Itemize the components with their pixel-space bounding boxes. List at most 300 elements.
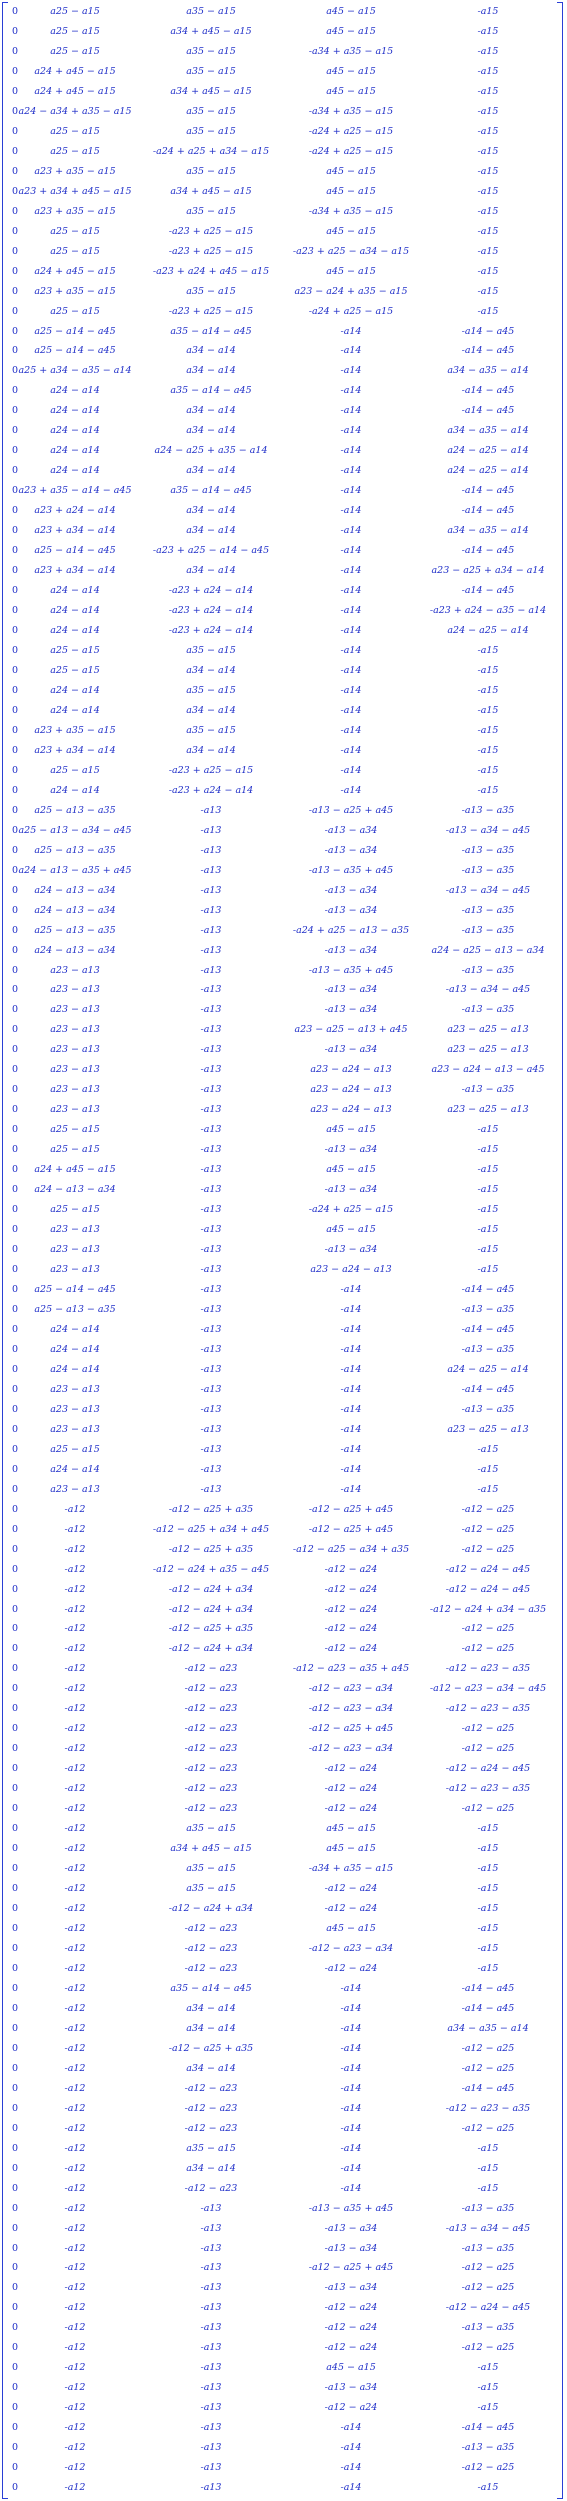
matrix-cell: a23 − a13 — [50, 1403, 100, 1415]
matrix-cell: -a12 − a23 — [184, 1743, 238, 1755]
matrix-cell: a24 − a14 — [50, 405, 100, 417]
matrix-cell: -a13 — [200, 1224, 222, 1236]
matrix-cell: a45 − a15 — [326, 25, 376, 37]
matrix-cell: -a13 − a34 — [324, 2382, 378, 2394]
matrix-row — [0, 1779, 567, 1799]
matrix-cell: a45 − a15 — [326, 1224, 376, 1236]
matrix-cell: -a12 — [64, 2042, 86, 2054]
matrix-cell: a45 − a15 — [326, 185, 376, 197]
matrix-cell: a23 − a24 − a13 — [310, 1264, 392, 1276]
matrix-cell: 0 — [12, 1603, 19, 1615]
matrix-cell: 0 — [12, 225, 19, 237]
matrix-cell: -a14 — [340, 2042, 362, 2054]
matrix-cell: -a14 — [340, 2122, 362, 2134]
matrix-cell: 0 — [12, 465, 19, 477]
matrix-cell: 0 — [12, 1343, 19, 1355]
matrix-cell: -a13 — [200, 1124, 222, 1136]
matrix-cell: a25 − a13 − a34 − a45 — [18, 824, 132, 836]
matrix-cell: a34 − a14 — [186, 405, 236, 417]
matrix-cell: a45 − a15 — [326, 65, 376, 77]
matrix-cell: 0 — [12, 744, 19, 756]
matrix-row — [0, 1220, 567, 1240]
matrix-cell: -a13 — [200, 1323, 222, 1335]
matrix-row — [0, 941, 567, 961]
matrix-cell: 0 — [12, 984, 19, 996]
matrix-cell: a24 − a14 — [50, 625, 100, 637]
matrix-cell: -a12 − a25 + a35 — [168, 1623, 254, 1635]
matrix-cell: 0 — [12, 864, 19, 876]
matrix-cell: -a13 − a34 — [324, 844, 378, 856]
matrix-cell: -a15 — [477, 225, 499, 237]
matrix-row — [0, 1020, 567, 1040]
matrix-cell: -a12 − a24 + a34 — [168, 1583, 254, 1595]
matrix-cell: a23 − a13 — [50, 1064, 100, 1076]
matrix-cell: -a24 + a25 − a13 − a35 — [292, 924, 410, 936]
matrix-cell: 0 — [12, 1184, 19, 1196]
matrix-row — [0, 1420, 567, 1440]
matrix-cell: a45 − a15 — [326, 85, 376, 97]
matrix-cell: a23 + a34 − a14 — [34, 525, 116, 537]
matrix-row — [0, 1999, 567, 2019]
matrix-cell: -a14 − a45 — [461, 385, 515, 397]
matrix-cell: -a12 — [64, 1523, 86, 1535]
matrix-cell: 0 — [12, 2462, 19, 2474]
matrix-cell: -a12 − a25 — [461, 2062, 515, 2074]
matrix-cell: a23 − a25 − a13 + a45 — [294, 1024, 408, 1036]
matrix-cell: -a13 − a34 − a45 — [445, 824, 531, 836]
matrix-cell: a25 − a15 — [50, 225, 100, 237]
matrix-row — [0, 741, 567, 761]
matrix-row — [0, 841, 567, 861]
matrix-cell: -a12 − a24 — [324, 2402, 378, 2414]
matrix-cell: -a12 — [64, 2362, 86, 2374]
matrix-row — [0, 501, 567, 521]
matrix-row — [0, 222, 567, 242]
matrix-cell: 0 — [12, 85, 19, 97]
matrix-cell: -a14 — [340, 1483, 362, 1495]
matrix-cell: -a14 — [340, 405, 362, 417]
matrix-cell: a25 − a15 — [50, 245, 100, 257]
matrix-cell: a34 + a45 − a15 — [170, 85, 252, 97]
matrix-cell: -a12 — [64, 1603, 86, 1615]
matrix-cell: -a14 − a45 — [461, 2422, 515, 2434]
matrix-cell: a23 − a13 — [50, 1084, 100, 1096]
matrix-row — [0, 1480, 567, 1500]
matrix-cell: -a12 − a23 − a35 + a45 — [292, 1663, 410, 1675]
matrix-row — [0, 1839, 567, 1859]
matrix-cell: -a14 − a45 — [461, 505, 515, 517]
matrix-cell: -a12 − a24 — [324, 1883, 378, 1895]
matrix-cell: 0 — [12, 345, 19, 357]
matrix-cell: -a34 + a35 − a15 — [308, 105, 394, 117]
matrix-cell: -a15 — [477, 1264, 499, 1276]
matrix-cell: 0 — [12, 1583, 19, 1595]
matrix-cell: -a12 − a24 — [324, 2302, 378, 2314]
matrix-cell: -a12 — [64, 1863, 86, 1875]
matrix-row — [0, 2099, 567, 2119]
matrix-cell: -a15 — [477, 664, 499, 676]
matrix-row — [0, 1979, 567, 1999]
matrix-cell: 0 — [12, 265, 19, 277]
matrix-cell: 0 — [12, 1284, 19, 1295]
matrix-cell: -a12 — [64, 1663, 86, 1675]
matrix-cell: -a15 — [477, 2362, 499, 2374]
matrix-cell: a24 − a13 − a34 — [34, 944, 116, 956]
matrix-cell: a23 + a24 − a14 — [34, 505, 116, 517]
matrix-cell: -a12 − a24 − a45 — [445, 2302, 531, 2314]
matrix-cell: -a14 — [340, 565, 362, 577]
matrix-cell: -a12 − a23 − a34 − a45 — [429, 1683, 547, 1695]
matrix-row — [0, 1320, 567, 1340]
matrix-cell: -a13 — [200, 1483, 222, 1495]
matrix-cell: -a23 + a24 − a14 — [168, 605, 254, 617]
matrix-row — [0, 1100, 567, 1120]
matrix-cell: -a14 — [340, 724, 362, 736]
matrix-cell: a23 − a25 − a13 — [447, 1024, 529, 1036]
matrix-cell: a23 − a24 − a13 — [310, 1104, 392, 1116]
matrix-cell: 0 — [12, 2042, 19, 2054]
matrix-cell: -a12 — [64, 1783, 86, 1795]
matrix-cell: a24 − a25 − a13 − a34 — [431, 944, 545, 956]
matrix-cell: -a23 + a25 − a34 − a15 — [292, 245, 410, 257]
matrix-cell: a25 − a13 − a35 — [34, 1303, 116, 1315]
matrix-cell: -a12 — [64, 2262, 86, 2274]
matrix-cell: 0 — [12, 2242, 19, 2254]
matrix-cell: 0 — [12, 1503, 19, 1515]
matrix-row — [0, 1719, 567, 1739]
matrix-cell: 0 — [12, 1783, 19, 1795]
matrix-cell: -a14 — [340, 2002, 362, 2014]
matrix-cell: 0 — [12, 2082, 19, 2094]
matrix-cell: -a15 — [477, 305, 499, 317]
matrix-cell: a24 − a13 − a34 — [34, 904, 116, 916]
matrix-row — [0, 921, 567, 941]
matrix-cell: a35 − a14 − a45 — [170, 485, 252, 497]
matrix-row — [0, 1739, 567, 1759]
matrix-row — [0, 22, 567, 42]
matrix-cell: a24 + a45 − a15 — [34, 65, 116, 77]
matrix-row — [0, 1919, 567, 1939]
matrix-cell: 0 — [12, 205, 19, 217]
matrix-cell: 0 — [12, 2022, 19, 2034]
matrix-cell: -a13 — [200, 944, 222, 956]
matrix-cell: 0 — [12, 1124, 19, 1136]
matrix-row — [0, 1380, 567, 1400]
matrix-cell: -a14 — [340, 445, 362, 457]
matrix-cell: -a14 — [340, 684, 362, 696]
matrix-row — [0, 980, 567, 1000]
matrix-cell: 0 — [12, 924, 19, 936]
matrix-row — [0, 2258, 567, 2278]
matrix-cell: -a12 − a23 — [184, 1783, 238, 1795]
matrix-row — [0, 1140, 567, 1160]
matrix-row — [0, 1160, 567, 1180]
matrix-cell: -a12 − a24 — [324, 1962, 378, 1974]
matrix-cell: -a15 — [477, 2482, 499, 2494]
matrix-cell: -a14 — [340, 2442, 362, 2454]
matrix-row — [0, 2019, 567, 2039]
matrix-cell: -a13 − a35 + a45 — [308, 864, 394, 876]
matrix-cell: -a14 — [340, 465, 362, 477]
matrix-cell: a25 − a15 — [50, 1204, 100, 1216]
matrix-cell: 0 — [12, 105, 19, 117]
matrix-row — [0, 2, 567, 22]
matrix-cell: -a14 − a45 — [461, 2002, 515, 2014]
matrix-cell: a23 + a34 + a45 − a15 — [18, 185, 132, 197]
matrix-cell: 0 — [12, 2302, 19, 2314]
matrix-cell: -a13 − a35 — [461, 904, 515, 916]
matrix-cell: a23 + a35 − a15 — [34, 205, 116, 217]
matrix-cell: -a15 — [477, 1923, 499, 1934]
matrix-cell: -a13 — [200, 2382, 222, 2394]
matrix-cell: -a12 — [64, 1883, 86, 1895]
matrix-cell: a23 − a24 + a35 − a15 — [294, 285, 408, 297]
matrix-cell: -a13 − a35 — [461, 2202, 515, 2214]
matrix-cell: -a14 — [340, 425, 362, 437]
matrix-cell: -a12 — [64, 2322, 86, 2334]
matrix-cell: 0 — [12, 1883, 19, 1895]
matrix-cell: 0 — [12, 2362, 19, 2374]
matrix-cell: -a23 + a24 − a14 — [168, 784, 254, 796]
matrix-cell: 0 — [12, 844, 19, 856]
matrix-cell: a35 − a14 − a45 — [170, 385, 252, 397]
matrix-cell: a25 − a15 — [50, 25, 100, 37]
matrix-cell: -a15 — [477, 1164, 499, 1176]
matrix-row — [0, 1440, 567, 1460]
matrix-cell: -a14 — [340, 1323, 362, 1335]
matrix-cell: -a14 — [340, 744, 362, 756]
matrix-cell: -a12 — [64, 1923, 86, 1934]
matrix-cell: -a13 − a34 — [324, 824, 378, 836]
matrix-cell: -a12 — [64, 2302, 86, 2314]
matrix-cell: 0 — [12, 1523, 19, 1535]
matrix-row — [0, 1679, 567, 1699]
matrix-cell: -a12 − a25 + a45 — [308, 1503, 394, 1515]
matrix-cell: -a12 − a24 — [324, 1783, 378, 1795]
matrix-cell: -a14 — [340, 525, 362, 537]
matrix-cell: -a12 — [64, 2462, 86, 2474]
matrix-cell: a23 − a24 − a13 − a45 — [431, 1064, 545, 1076]
matrix-cell: -a15 — [477, 2382, 499, 2394]
matrix-cell: 0 — [12, 1623, 19, 1635]
matrix-row — [0, 1240, 567, 1260]
matrix-cell: -a14 — [340, 704, 362, 716]
matrix-cell: 0 — [12, 2062, 19, 2074]
matrix-cell: -a13 − a35 + a45 — [308, 964, 394, 976]
matrix-cell: a35 − a15 — [186, 205, 236, 217]
matrix-row — [0, 681, 567, 701]
matrix-cell: -a14 — [340, 1383, 362, 1395]
matrix-row — [0, 461, 567, 481]
matrix-cell: -a15 — [477, 744, 499, 756]
matrix-cell: -a14 − a45 — [461, 325, 515, 337]
matrix-cell: -a24 + a25 − a15 — [308, 145, 394, 157]
matrix-cell: a23 + a35 − a14 − a45 — [18, 485, 132, 497]
matrix-cell: -a14 − a45 — [461, 1284, 515, 1295]
matrix-cell: a25 − a14 − a45 — [34, 1284, 116, 1295]
matrix-cell: -a12 — [64, 2002, 86, 2014]
matrix-cell: -a15 — [477, 684, 499, 696]
matrix-cell: a25 − a15 — [50, 305, 100, 317]
matrix-cell: -a13 — [200, 1383, 222, 1395]
matrix-cell: -a13 — [200, 2442, 222, 2454]
matrix-cell: -a12 — [64, 1982, 86, 1994]
matrix-cell: -a12 — [64, 1823, 86, 1835]
matrix-cell: 0 — [12, 1483, 19, 1495]
matrix-cell: -a15 — [477, 165, 499, 177]
matrix-cell: a24 − a14 — [50, 784, 100, 796]
matrix-cell: -a14 — [340, 485, 362, 497]
matrix-cell: -a15 — [477, 784, 499, 796]
matrix-cell: a45 − a15 — [326, 265, 376, 277]
matrix-cell: -a12 — [64, 1903, 86, 1915]
matrix-cell: -a12 — [64, 2062, 86, 2074]
matrix-row — [0, 1460, 567, 1480]
matrix-row — [0, 1360, 567, 1380]
matrix-cell: 0 — [12, 505, 19, 517]
matrix-cell: -a12 − a23 — [184, 1942, 238, 1954]
matrix-row — [0, 1340, 567, 1360]
matrix-cell: a34 − a14 — [186, 2162, 236, 2174]
matrix-cell: -a14 − a45 — [461, 1982, 515, 1994]
matrix-cell: -a14 — [340, 764, 362, 776]
matrix-cell: -a13 — [200, 1443, 222, 1455]
matrix-cell: 0 — [12, 1982, 19, 1994]
matrix-cell: -a12 − a23 — [184, 1683, 238, 1695]
matrix-row — [0, 1939, 567, 1959]
matrix-row — [0, 1280, 567, 1300]
matrix-cell: -a12 − a25 — [461, 1623, 515, 1635]
matrix-cell: a24 − a13 − a34 — [34, 884, 116, 896]
matrix-cell: 0 — [12, 45, 19, 57]
matrix-cell: a34 + a45 − a15 — [170, 25, 252, 37]
matrix-cell: 0 — [12, 1863, 19, 1875]
matrix-cell: 0 — [12, 1903, 19, 1915]
matrix-row — [0, 1400, 567, 1420]
matrix-row — [0, 2199, 567, 2219]
matrix-cell: -a13 — [200, 1204, 222, 1216]
matrix-cell: a24 − a25 − a14 — [447, 1363, 529, 1375]
matrix-row — [0, 1040, 567, 1060]
matrix-row — [0, 641, 567, 661]
matrix-cell: a23 − a13 — [50, 964, 100, 976]
matrix-cell: 0 — [12, 1264, 19, 1276]
matrix-cell: a34 − a14 — [186, 704, 236, 716]
matrix-cell: -a23 + a25 − a15 — [168, 245, 254, 257]
matrix-row — [0, 1639, 567, 1659]
matrix-cell: 0 — [12, 2142, 19, 2154]
matrix-cell: -a13 — [200, 2262, 222, 2274]
matrix-row — [0, 621, 567, 641]
matrix-cell: a25 + a34 − a35 − a14 — [18, 365, 132, 377]
matrix-cell: -a14 — [340, 2182, 362, 2194]
matrix-cell: -a13 — [200, 2202, 222, 2214]
matrix-cell: -a12 — [64, 1503, 86, 1515]
matrix-cell: -a13 — [200, 1044, 222, 1056]
matrix-cell: -a24 + a25 + a34 − a15 — [152, 145, 270, 157]
matrix-row — [0, 1799, 567, 1819]
matrix-cell: 0 — [12, 704, 19, 716]
matrix-cell: a35 − a15 — [186, 165, 236, 177]
matrix-cell: -a14 — [340, 1284, 362, 1295]
matrix-row — [0, 1260, 567, 1280]
matrix-cell: 0 — [12, 1403, 19, 1415]
matrix-cell: 0 — [12, 305, 19, 317]
matrix-row — [0, 2298, 567, 2318]
matrix-cell: -a12 − a23 — [184, 2182, 238, 2194]
matrix-cell: -a15 — [477, 1244, 499, 1256]
matrix-cell: -a13 − a34 — [324, 1044, 378, 1056]
matrix-row — [0, 1879, 567, 1899]
matrix-cell: -a15 — [477, 265, 499, 277]
matrix-cell: 0 — [12, 1084, 19, 1096]
matrix-cell: -a13 — [200, 1284, 222, 1295]
matrix-cell: a24 − a25 − a14 — [447, 465, 529, 477]
matrix-cell: 0 — [12, 1164, 19, 1176]
matrix-cell: 0 — [12, 1663, 19, 1675]
matrix-cell: -a12 − a24 — [324, 1803, 378, 1815]
matrix-cell: -a12 — [64, 1643, 86, 1655]
matrix-cell: 0 — [12, 6, 19, 17]
matrix-cell: -a13 — [200, 1084, 222, 1096]
matrix-cell: -a12 − a24 − a45 — [445, 1563, 531, 1575]
matrix-row — [0, 2219, 567, 2239]
matrix-cell: -a15 — [477, 1863, 499, 1875]
matrix-cell: -a13 — [200, 2342, 222, 2354]
matrix-cell: 0 — [12, 245, 19, 257]
matrix-cell: a35 − a15 — [186, 285, 236, 297]
matrix-cell: -a15 — [477, 724, 499, 736]
matrix-cell: -a14 — [340, 385, 362, 397]
matrix-cell: -a13 − a34 — [324, 1144, 378, 1156]
matrix-cell: -a13 − a35 — [461, 1403, 515, 1415]
matrix-cell: a25 − a15 — [50, 645, 100, 656]
matrix-cell: -a13 − a34 — [324, 1004, 378, 1016]
matrix-cell: a34 − a14 — [186, 505, 236, 517]
matrix-cell: -a14 — [340, 2062, 362, 2074]
matrix-cell: -a15 — [477, 1144, 499, 1156]
matrix-cell: 0 — [12, 1423, 19, 1435]
matrix-cell: 0 — [12, 425, 19, 437]
matrix-cell: 0 — [12, 2222, 19, 2234]
matrix-cell: -a15 — [477, 1224, 499, 1236]
matrix-cell: -a14 — [340, 625, 362, 637]
matrix-row — [0, 202, 567, 222]
matrix-cell: -a12 − a23 − a35 — [445, 1703, 531, 1715]
matrix-cell: -a13 — [200, 884, 222, 896]
matrix-cell: -a12 − a25 — [461, 1543, 515, 1555]
matrix-cell: a35 − a15 — [186, 45, 236, 57]
matrix-cell: -a13 — [200, 2282, 222, 2294]
matrix-cell: 0 — [12, 1563, 19, 1575]
matrix-cell: -a14 — [340, 345, 362, 357]
matrix-cell: a35 − a15 — [186, 1883, 236, 1895]
matrix-cell: a35 − a15 — [186, 125, 236, 137]
matrix-cell: 0 — [12, 405, 19, 417]
matrix-cell: 0 — [12, 1044, 19, 1056]
matrix-cell: 0 — [12, 904, 19, 916]
matrix-cell: a34 − a14 — [186, 2002, 236, 2014]
matrix-cell: -a14 — [340, 784, 362, 796]
matrix-cell: a25 − a13 − a35 — [34, 844, 116, 856]
matrix-cell: 0 — [12, 1743, 19, 1755]
matrix-cell: -a12 — [64, 1563, 86, 1575]
matrix-cell: 0 — [12, 445, 19, 457]
matrix-row — [0, 1580, 567, 1600]
matrix-cell: -a14 — [340, 2142, 362, 2154]
matrix-cell: 0 — [12, 2482, 19, 2494]
matrix-cell: -a23 + a25 − a15 — [168, 225, 254, 237]
